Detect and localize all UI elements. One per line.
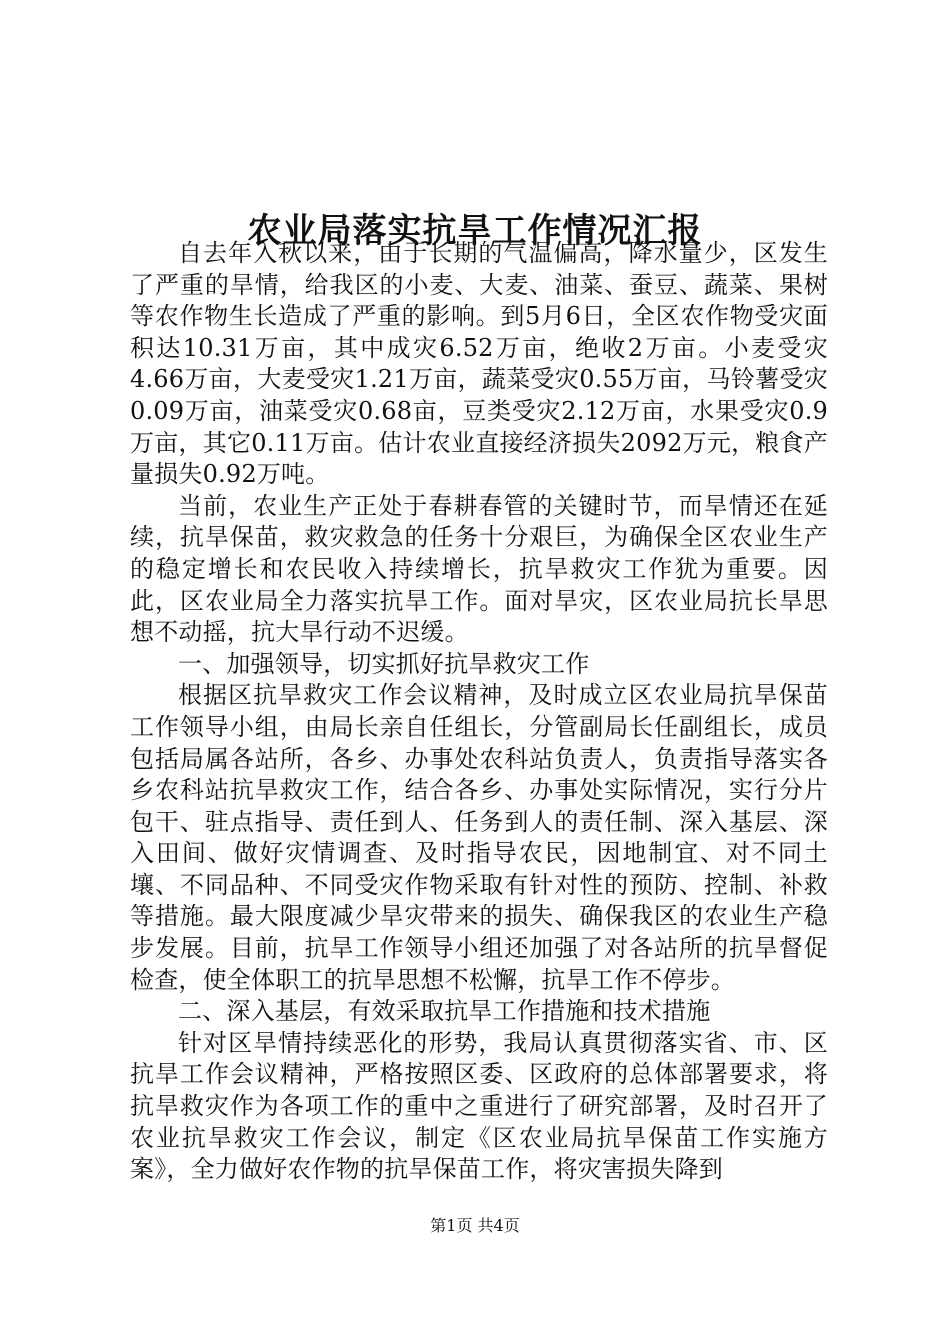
paragraph-drought-overview: 自去年入秋以来，由于长期的气温偏高，降水量少，区发生了严重的旱情，给我区的小麦、大麦、油菜、蚕豆、蔬菜、果树等农作物生长造成了严重的影响。到5月6日，全区农作物受灾面积达10.31万亩，其中成灾6.52万亩，绝收2万亩。小麦受灾4.66万亩，大麦受灾1.21万亩，蔬菜受灾0.55万亩，马铃薯受灾0.09万亩，油菜受灾0.68亩，豆类受灾2.12万亩，水果受灾0.9万亩，其它0.11万亩。估计农业直接经济损失2092万元，粮食产量损失0.92万吨。 bbox=[130, 239, 828, 489]
document-body bbox=[130, 238, 828, 1186]
paragraph-current-situation: 当前，农业生产正处于春耕春管的关键时节，而旱情还在延续，抗旱保苗，救灾救急的任务十分艰巨，为确保全区农业生产的稳定增长和农民收入持续增长，抗旱救灾工作犹为重要。因此，区农业局全力落实抗旱工作。面对旱灾，区农业局抗长旱思想不动摇，抗大旱行动不迟缓。 bbox=[130, 491, 828, 647]
document-title: 农业局落实抗旱工作情况汇报 bbox=[247, 210, 703, 251]
section-heading-1: 一、加强领导，切实抓好抗旱救灾工作 bbox=[178, 649, 590, 678]
paragraph-measures: 针对区旱情持续恶化的形势，我局认真贯彻落实省、市、区抗旱工作会议精神，严格按照区委、区政府的总体部署要求，将抗旱救灾作为各项工作的重中之重进行了研究部署，及时召开了农业抗旱救灾工作会议，制定《区农业局抗旱保苗工作实施方案》，全力做好农作物的抗旱保苗工作，将灾害损失降到 bbox=[130, 1028, 828, 1184]
section-heading-2: 二、深入基层，有效采取抗旱工作措施和技术措施 bbox=[178, 997, 711, 1026]
page-footer: 第1页 共4页 bbox=[430, 1216, 520, 1235]
paragraph-leadership: 根据区抗旱救灾工作会议精神，及时成立区农业局抗旱保苗工作领导小组，由局长亲自任组长，分管副局长任副组长，成员包括局属各站所，各乡、办事处农科站负责人，负责指导落实各乡农科站抗旱救灾工作，结合各乡、办事处实际情况，实行分片包干、驻点指导、责任到人、任务到人的责任制、深入基层、深入田间、做好灾情调查、及时指导农民，因地制宜、对不同土壤、不同品种、不同受灾作物采取有针对性的预防、控制、补救等措施。最大限度减少旱灾带来的损失、确保我区的农业生产稳步发展。目前，抗旱工作领导小组还加强了对各站所的抗旱督促检查，使全体职工的抗旱思想不松懈，抗旱工作不停步。 bbox=[130, 681, 828, 994]
